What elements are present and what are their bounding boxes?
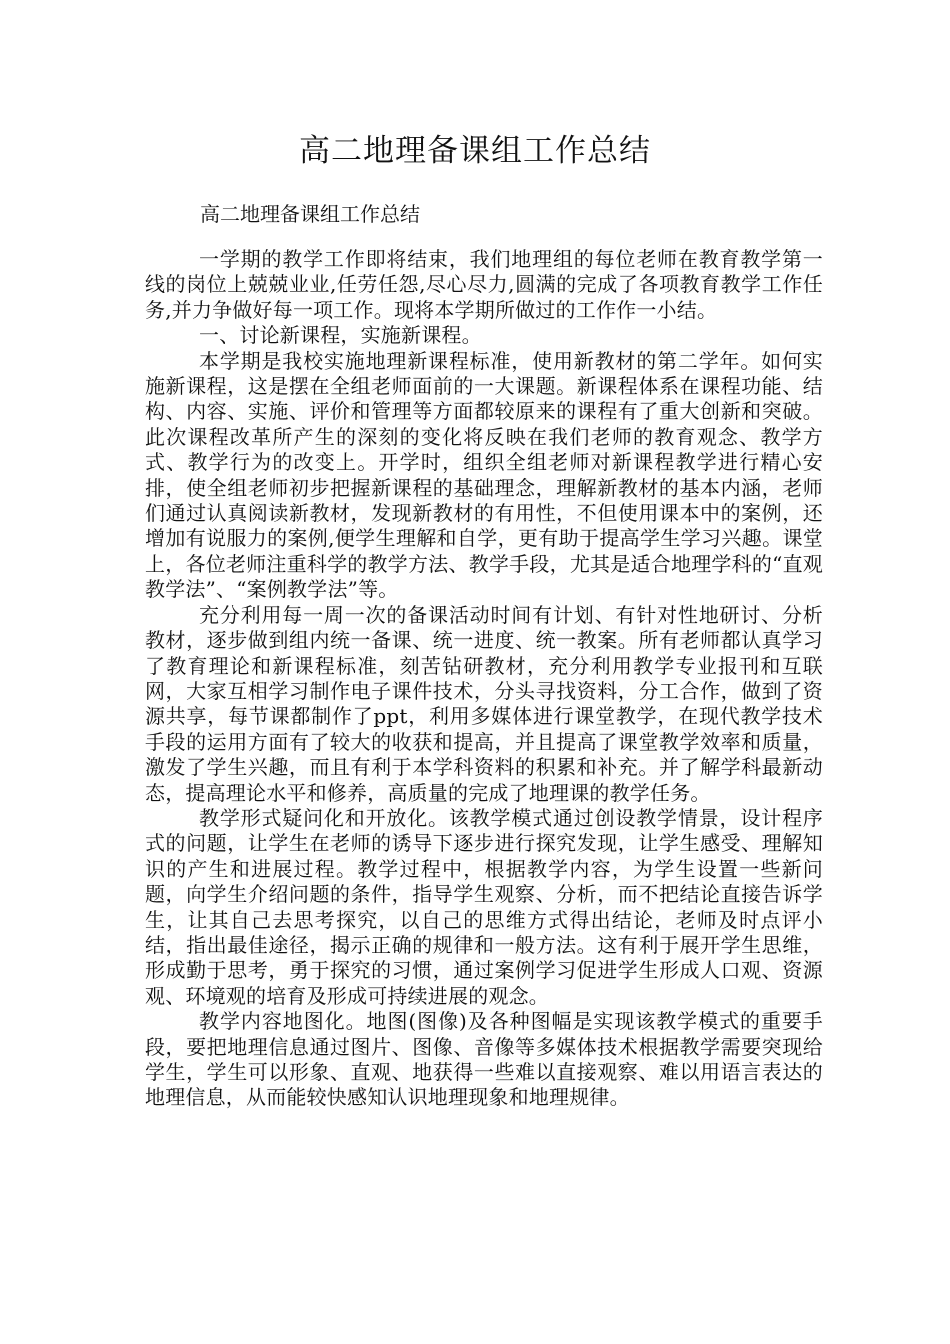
- document-body: [145, 247, 823, 1111]
- paragraph-section-heading: 一、讨论新课程，实施新课程。: [199, 323, 482, 348]
- paragraph-lesson-prep: 充分利用每一周一次的备课活动时间有计划、有针对性地研讨、分析教材，逐步做到组内统一备课、统一进度、统一教案。所有老师都认真学习了教育理论和新课程标准，刻苦钻研教材，充分利用教学专业报刊和互联网，大家互相学习制作电子课件技术，分头寻找资料，分工合作，做到了资源共享，每节课都制作了ppt，利用多媒体进行课堂教学，在现代教学技术手段的运用方面有了较大的收获和提高，并且提高了课堂教学效率和质量，激发了学生兴趣，而且有利于本学科资料的积累和补充。并了解学科最新动态，提高理论水平和修养，高质量的完成了地理课的教学任务。: [145, 602, 823, 805]
- paragraph-teaching-form: 教学形式疑问化和开放化。该教学模式通过创设教学情景，设计程序式的问题，让学生在老师的诱导下逐步进行探究发现，让学生感受、理解知识的产生和进展过程。教学过程中，根据教学内容，为学生设置一些新问题，向学生介绍问题的条件，指导学生观察、分析，而不把结论直接告诉学生，让其自己去思考探究，以自己的思维方式得出结论，老师及时点评小结，指出最佳途径，揭示正确的规律和一般方法。这有利于展开学生思维，形成勤于思考，勇于探究的习惯，通过案例学习促进学生形成人口观、资源观、环境观的培育及形成可持续进展的观念。: [145, 805, 823, 1008]
- document-title: 高二地理备课组工作总结: [299, 133, 651, 169]
- paragraph-new-curriculum: 本学期是我校实施地理新课程标准，使用新教材的第二学年。如何实施新课程，这是摆在全组老师面前的一大课题。新课程体系在课程功能、结构、内容、实施、评价和管理等方面都较原来的课程有了重大创新和突破。此次课程改革所产生的深刻的变化将反映在我们老师的教育观念、教学方式、教学行为的改变上。开学时，组织全组老师对新课程教学进行精心安排，使全组老师初步把握新课程的基础理念，理解新教材的基本内涵，老师们通过认真阅读新教材，发现新教材的有用性，不但使用课本中的案例，还增加有说服力的案例,便学生理解和自学，更有助于提高学生学习兴趣。课堂上，各位老师注重科学的教学方法、教学手段，尤其是适合地理学科的“直观教学法”、“案例教学法”等。: [145, 348, 823, 602]
- document-subtitle: 高二地理备课组工作总结: [200, 202, 420, 226]
- paragraph-teaching-content: 教学内容地图化。地图(图像)及各种图幅是实现该教学模式的重要手段，要把地理信息通过图片、图像、音像等多媒体技术根据教学需要突现给学生，学生可以形象、直观、地获得一些难以直接观察、难以用语言表达的地理信息，从而能较快感知认识地理现象和地理规律。: [145, 1009, 823, 1110]
- paragraph-intro: 一学期的教学工作即将结束，我们地理组的每位老师在教育教学第一线的岗位上兢兢业业,任劳任怨,尽心尽力,圆满的完成了各项教育教学工作任务,并力争做好每一项工作。现将本学期所做过的工作作一小结。: [145, 247, 823, 322]
